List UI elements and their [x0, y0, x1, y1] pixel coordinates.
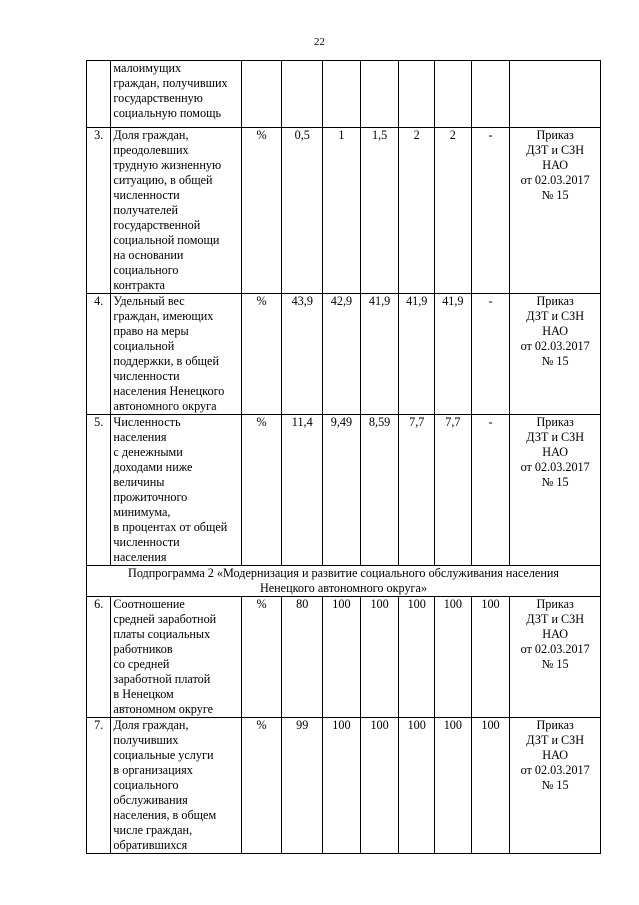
source-line: НАО	[542, 627, 569, 641]
source-line: № 15	[541, 188, 569, 202]
value-col-6: 100	[471, 718, 510, 854]
indicator-name-line: государственную	[113, 91, 203, 105]
source-cell	[510, 294, 601, 415]
indicator-name-line: величины	[113, 475, 165, 489]
source-line: Приказ	[536, 415, 574, 429]
value-col-5: 41,9	[435, 294, 472, 415]
indicator-name-line: социальную помощь	[113, 106, 222, 120]
indicator-name-line: в Ненецком	[113, 687, 174, 701]
indicator-name-line: автономном округе	[113, 702, 214, 716]
value-col-5: 100	[435, 597, 472, 718]
value-col-2: 100	[323, 718, 361, 854]
indicator-name-line: населения	[113, 430, 167, 444]
indicator-name-line: контракта	[113, 278, 165, 292]
page-number: 22	[314, 36, 325, 48]
indicator-name-line: заработной платой	[113, 672, 211, 686]
source-line: НАО	[542, 748, 569, 762]
unit-cell: %	[241, 415, 282, 566]
value-col-1: 80	[282, 597, 323, 718]
value-col-4: 7,7	[399, 415, 435, 566]
value-col-6: -	[471, 128, 510, 294]
value-col-4	[399, 61, 435, 128]
value-col-5: 7,7	[435, 415, 472, 566]
indicator-name	[111, 61, 241, 128]
indicator-row	[87, 718, 601, 854]
indicator-row	[87, 294, 601, 415]
source-line: от 02.03.2017	[520, 763, 590, 777]
indicator-name-line: с денежными	[113, 445, 183, 459]
source-line: № 15	[541, 657, 569, 671]
row-number	[87, 61, 111, 128]
source-line: от 02.03.2017	[520, 173, 590, 187]
indicator-name-line: численности	[113, 535, 180, 549]
source-line: Приказ	[536, 718, 574, 732]
subprogram-title-line: Ненецкого автономного округа»	[259, 581, 428, 595]
source-line: НАО	[542, 158, 569, 172]
indicator-name-line: численности	[113, 369, 180, 383]
value-col-2: 1	[323, 128, 361, 294]
value-col-6	[471, 61, 510, 128]
source-line: от 02.03.2017	[520, 339, 590, 353]
indicator-name-line: численности	[113, 188, 180, 202]
value-col-2: 42,9	[323, 294, 361, 415]
indicator-name-line: числе граждан,	[113, 823, 193, 837]
indicator-name-line: обратившихся	[113, 838, 188, 852]
value-col-3: 1,5	[360, 128, 399, 294]
row-number: 5.	[87, 415, 111, 566]
source-line: Приказ	[536, 128, 574, 142]
indicator-name-line: государственной	[113, 218, 201, 232]
indicator-name	[111, 415, 241, 566]
value-col-3: 100	[360, 597, 399, 718]
value-col-4: 100	[399, 597, 435, 718]
source-cell	[510, 61, 601, 128]
unit-cell	[241, 61, 282, 128]
indicator-name-line: социальные услуги	[113, 748, 214, 762]
source-line: ДЗТ и СЗН	[526, 612, 585, 626]
indicator-name-line: Доля граждан,	[113, 718, 189, 732]
indicator-name-line: Доля граждан,	[113, 128, 189, 142]
source-line: ДЗТ и СЗН	[526, 733, 585, 747]
value-col-6: -	[471, 415, 510, 566]
indicator-name-line: граждан, получивших	[113, 76, 228, 90]
row-number: 6.	[87, 597, 111, 718]
indicator-row	[87, 128, 601, 294]
row-number: 7.	[87, 718, 111, 854]
indicator-name-line: в организациях	[113, 763, 193, 777]
indicator-name-line: со средней	[113, 657, 170, 671]
indicator-name-line: трудную жизненную	[113, 158, 222, 172]
source-line: № 15	[541, 475, 569, 489]
source-line: НАО	[542, 445, 569, 459]
indicator-name-line: поддержки, в общей	[113, 354, 219, 368]
indicator-name	[111, 597, 241, 718]
indicator-name-line: Соотношение	[113, 597, 185, 611]
indicator-name-line: в процентах от общей	[113, 520, 228, 534]
value-col-3: 100	[360, 718, 399, 854]
unit-cell: %	[241, 718, 282, 854]
subprogram-title	[87, 566, 601, 597]
indicator-name-line: социального	[113, 263, 179, 277]
source-line: НАО	[542, 324, 569, 338]
indicator-name-line: малоимущих	[113, 61, 182, 75]
indicator-name-line: получателей	[113, 203, 179, 217]
indicator-name-line: работников	[113, 642, 173, 656]
value-col-3	[360, 61, 399, 128]
indicator-row	[87, 597, 601, 718]
value-col-2: 9,49	[323, 415, 361, 566]
value-col-1: 43,9	[282, 294, 323, 415]
source-line: ДЗТ и СЗН	[526, 430, 585, 444]
indicator-row	[87, 415, 601, 566]
indicator-name	[111, 128, 241, 294]
source-line: № 15	[541, 354, 569, 368]
indicator-name-line: прожиточного	[113, 490, 188, 504]
source-line: ДЗТ и СЗН	[526, 143, 585, 157]
value-col-4: 100	[399, 718, 435, 854]
indicator-name-line: минимума,	[113, 505, 171, 519]
indicator-name-line: населения, в общем	[113, 808, 217, 822]
row-number: 4.	[87, 294, 111, 415]
value-col-6: 100	[471, 597, 510, 718]
unit-cell: %	[241, 128, 282, 294]
source-cell	[510, 718, 601, 854]
indicator-name-line: средней заработной	[113, 612, 217, 626]
indicator-name	[111, 294, 241, 415]
value-col-5	[435, 61, 472, 128]
value-col-4: 2	[399, 128, 435, 294]
source-line: ДЗТ и СЗН	[526, 309, 585, 323]
indicator-name-line: получивших	[113, 733, 179, 747]
indicator-name-line: социальной помощи	[113, 233, 220, 247]
source-line: Приказ	[536, 294, 574, 308]
value-col-2	[323, 61, 361, 128]
indicator-name-line: на основании	[113, 248, 184, 262]
value-col-4: 41,9	[399, 294, 435, 415]
unit-cell: %	[241, 294, 282, 415]
indicator-name-line: обслуживания	[113, 793, 188, 807]
subprogram-header-row	[87, 566, 601, 597]
value-col-2: 100	[323, 597, 361, 718]
value-col-6: -	[471, 294, 510, 415]
indicator-row	[87, 61, 601, 128]
source-cell	[510, 415, 601, 566]
indicator-name-line: населения	[113, 550, 167, 564]
indicator-name-line: доходами ниже	[113, 460, 193, 474]
value-col-1: 99	[282, 718, 323, 854]
source-line: № 15	[541, 778, 569, 792]
indicator-name-line: автономного округа	[113, 399, 217, 413]
value-col-5: 2	[435, 128, 472, 294]
indicator-name-line: населения Ненецкого	[113, 384, 225, 398]
value-col-3: 41,9	[360, 294, 399, 415]
value-col-1: 11,4	[282, 415, 323, 566]
value-col-5: 100	[435, 718, 472, 854]
indicator-name-line: право на меры	[113, 324, 189, 338]
indicator-name-line: ситуацию, в общей	[113, 173, 213, 187]
source-line: от 02.03.2017	[520, 460, 590, 474]
value-col-3: 8,59	[360, 415, 399, 566]
indicator-name-line: социального	[113, 778, 179, 792]
indicator-name-line: Численность	[113, 415, 181, 429]
indicator-name	[111, 718, 241, 854]
value-col-1: 0,5	[282, 128, 323, 294]
source-line: от 02.03.2017	[520, 642, 590, 656]
indicators-table	[86, 60, 601, 854]
unit-cell: %	[241, 597, 282, 718]
value-col-1	[282, 61, 323, 128]
subprogram-title-line: Подпрограмма 2 «Модернизация и развитие социального обслуживания населения	[128, 566, 559, 580]
indicator-name-line: платы социальных	[113, 627, 211, 641]
source-cell	[510, 597, 601, 718]
row-number: 3.	[87, 128, 111, 294]
indicator-name-line: преодолевших	[113, 143, 189, 157]
indicator-name-line: Удельный вес	[113, 294, 185, 308]
indicator-name-line: социальной	[113, 339, 175, 353]
indicator-name-line: граждан, имеющих	[113, 309, 214, 323]
source-cell	[510, 128, 601, 294]
source-line: Приказ	[536, 597, 574, 611]
